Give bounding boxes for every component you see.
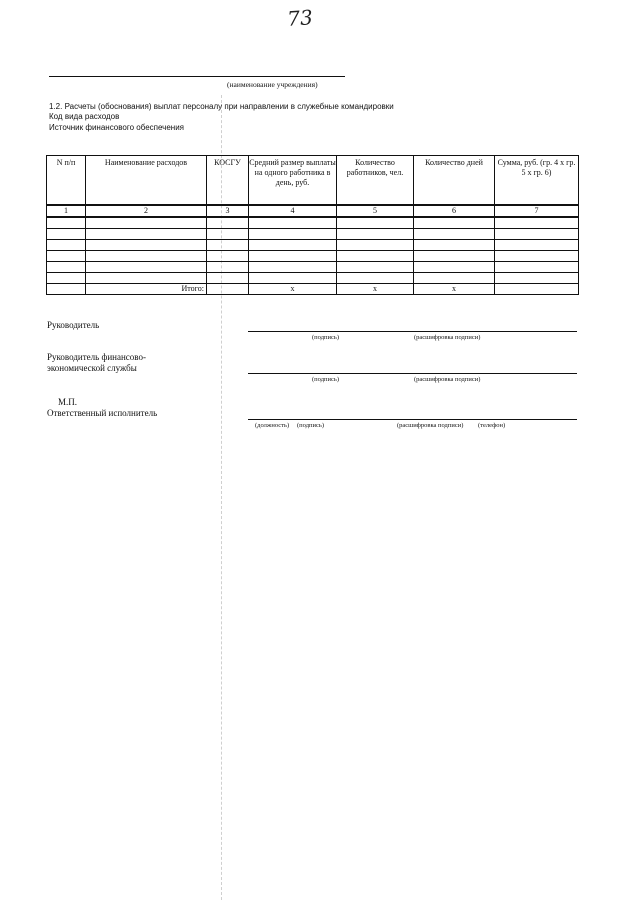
header-employee-count: Количество работников, чел. [337, 156, 414, 206]
executor-phone-caption: (телефон) [478, 422, 506, 429]
table-cell[interactable] [249, 217, 337, 229]
column-number-row [47, 205, 579, 217]
table-cell[interactable] [207, 229, 249, 240]
table-cell[interactable] [495, 273, 579, 284]
table-cell[interactable] [337, 251, 414, 262]
table-cell[interactable] [249, 229, 337, 240]
table-cell[interactable] [207, 251, 249, 262]
column-number: 6 [414, 205, 495, 217]
finance-head-label-2: экономической службы [47, 363, 137, 373]
table-cell[interactable] [414, 240, 495, 251]
column-number: 7 [495, 205, 579, 217]
total-sum-cell[interactable] [495, 284, 579, 295]
table-row [47, 273, 579, 284]
total-col5-mark: x [337, 284, 414, 295]
table-cell[interactable] [47, 229, 86, 240]
table-cell[interactable] [495, 217, 579, 229]
table-cell[interactable] [495, 262, 579, 273]
table-cell[interactable] [249, 251, 337, 262]
table-cell[interactable] [47, 251, 86, 262]
table-row [47, 251, 579, 262]
head-signature-line[interactable] [248, 331, 577, 332]
table-cell[interactable] [207, 217, 249, 229]
header-row-number: N п/п [47, 156, 86, 206]
header-sum: Сумма, руб. (гр. 4 x гр. 5 x гр. 6) [495, 156, 579, 206]
column-number: 5 [337, 205, 414, 217]
table-cell[interactable] [414, 217, 495, 229]
table-cell[interactable] [86, 273, 207, 284]
table-cell[interactable] [337, 229, 414, 240]
table-row [47, 217, 579, 229]
table-cell[interactable] [249, 240, 337, 251]
table-cell[interactable] [337, 217, 414, 229]
table-cell[interactable] [47, 262, 86, 273]
finance-head-sign-caption: (подпись) [312, 376, 339, 383]
table-cell[interactable] [47, 217, 86, 229]
total-kosgu-cell[interactable] [207, 284, 249, 295]
section-title: 1.2. Расчеты (обоснования) выплат персоналу при направлении в служебные командировки [49, 102, 394, 111]
executor-decode-caption: (расшифровка подписи) [397, 422, 464, 429]
table-cell[interactable] [86, 262, 207, 273]
total-row [47, 284, 579, 295]
table-cell[interactable] [414, 273, 495, 284]
total-label: Итого: [86, 284, 207, 295]
finance-head-decode-caption: (расшифровка подписи) [414, 376, 481, 383]
column-number: 2 [86, 205, 207, 217]
total-col4-mark: x [249, 284, 337, 295]
table-cell[interactable] [207, 262, 249, 273]
finance-head-label-1: Руководитель финансово- [47, 352, 146, 362]
table-cell[interactable] [337, 273, 414, 284]
header-days-count: Количество дней [414, 156, 495, 206]
header-kosgu: КОСГУ [207, 156, 249, 206]
column-number: 3 [207, 205, 249, 217]
table-cell[interactable] [86, 217, 207, 229]
head-label: Руководитель [47, 320, 100, 330]
executor-sign-caption: (подпись) [297, 422, 324, 429]
page-number: 73 [286, 5, 314, 31]
table-cell[interactable] [337, 240, 414, 251]
column-number: 1 [47, 205, 86, 217]
finance-head-signature-line[interactable] [248, 373, 577, 374]
header-expense-name: Наименование расходов [86, 156, 207, 206]
table-cell[interactable] [337, 262, 414, 273]
head-sign-caption: (подпись) [312, 334, 339, 341]
table-cell[interactable] [86, 251, 207, 262]
table-cell[interactable] [207, 273, 249, 284]
executor-label: Ответственный исполнитель [47, 408, 158, 418]
institution-caption: (наименование учреждения) [227, 80, 318, 89]
table-row [47, 262, 579, 273]
header-avg-payment: Средний размер выплаты на одного работника в день, руб. [249, 156, 337, 206]
table-row [47, 240, 579, 251]
table-cell[interactable] [495, 229, 579, 240]
table-cell[interactable] [47, 273, 86, 284]
table-cell[interactable] [414, 229, 495, 240]
table-row [47, 229, 579, 240]
table-cell[interactable] [249, 262, 337, 273]
table-cell[interactable] [249, 273, 337, 284]
table-cell[interactable] [86, 240, 207, 251]
column-number: 4 [249, 205, 337, 217]
total-col6-mark: x [414, 284, 495, 295]
institution-name-line [49, 76, 345, 77]
expense-code-label: Код вида расходов [49, 112, 120, 121]
table-cell[interactable] [495, 240, 579, 251]
table-cell[interactable] [47, 240, 86, 251]
expenses-table [46, 155, 579, 295]
funding-source-label: Источник финансового обеспечения [49, 123, 185, 132]
executor-position-caption: (должность) [255, 422, 290, 429]
table-cell[interactable] [414, 262, 495, 273]
head-decode-caption: (расшифровка подписи) [414, 334, 481, 341]
table-cell[interactable] [86, 229, 207, 240]
table-cell[interactable] [207, 240, 249, 251]
table-cell [47, 284, 86, 295]
executor-signature-line[interactable] [248, 419, 577, 420]
table-cell[interactable] [495, 251, 579, 262]
table-cell[interactable] [414, 251, 495, 262]
stamp-label: М.П. [58, 397, 78, 407]
